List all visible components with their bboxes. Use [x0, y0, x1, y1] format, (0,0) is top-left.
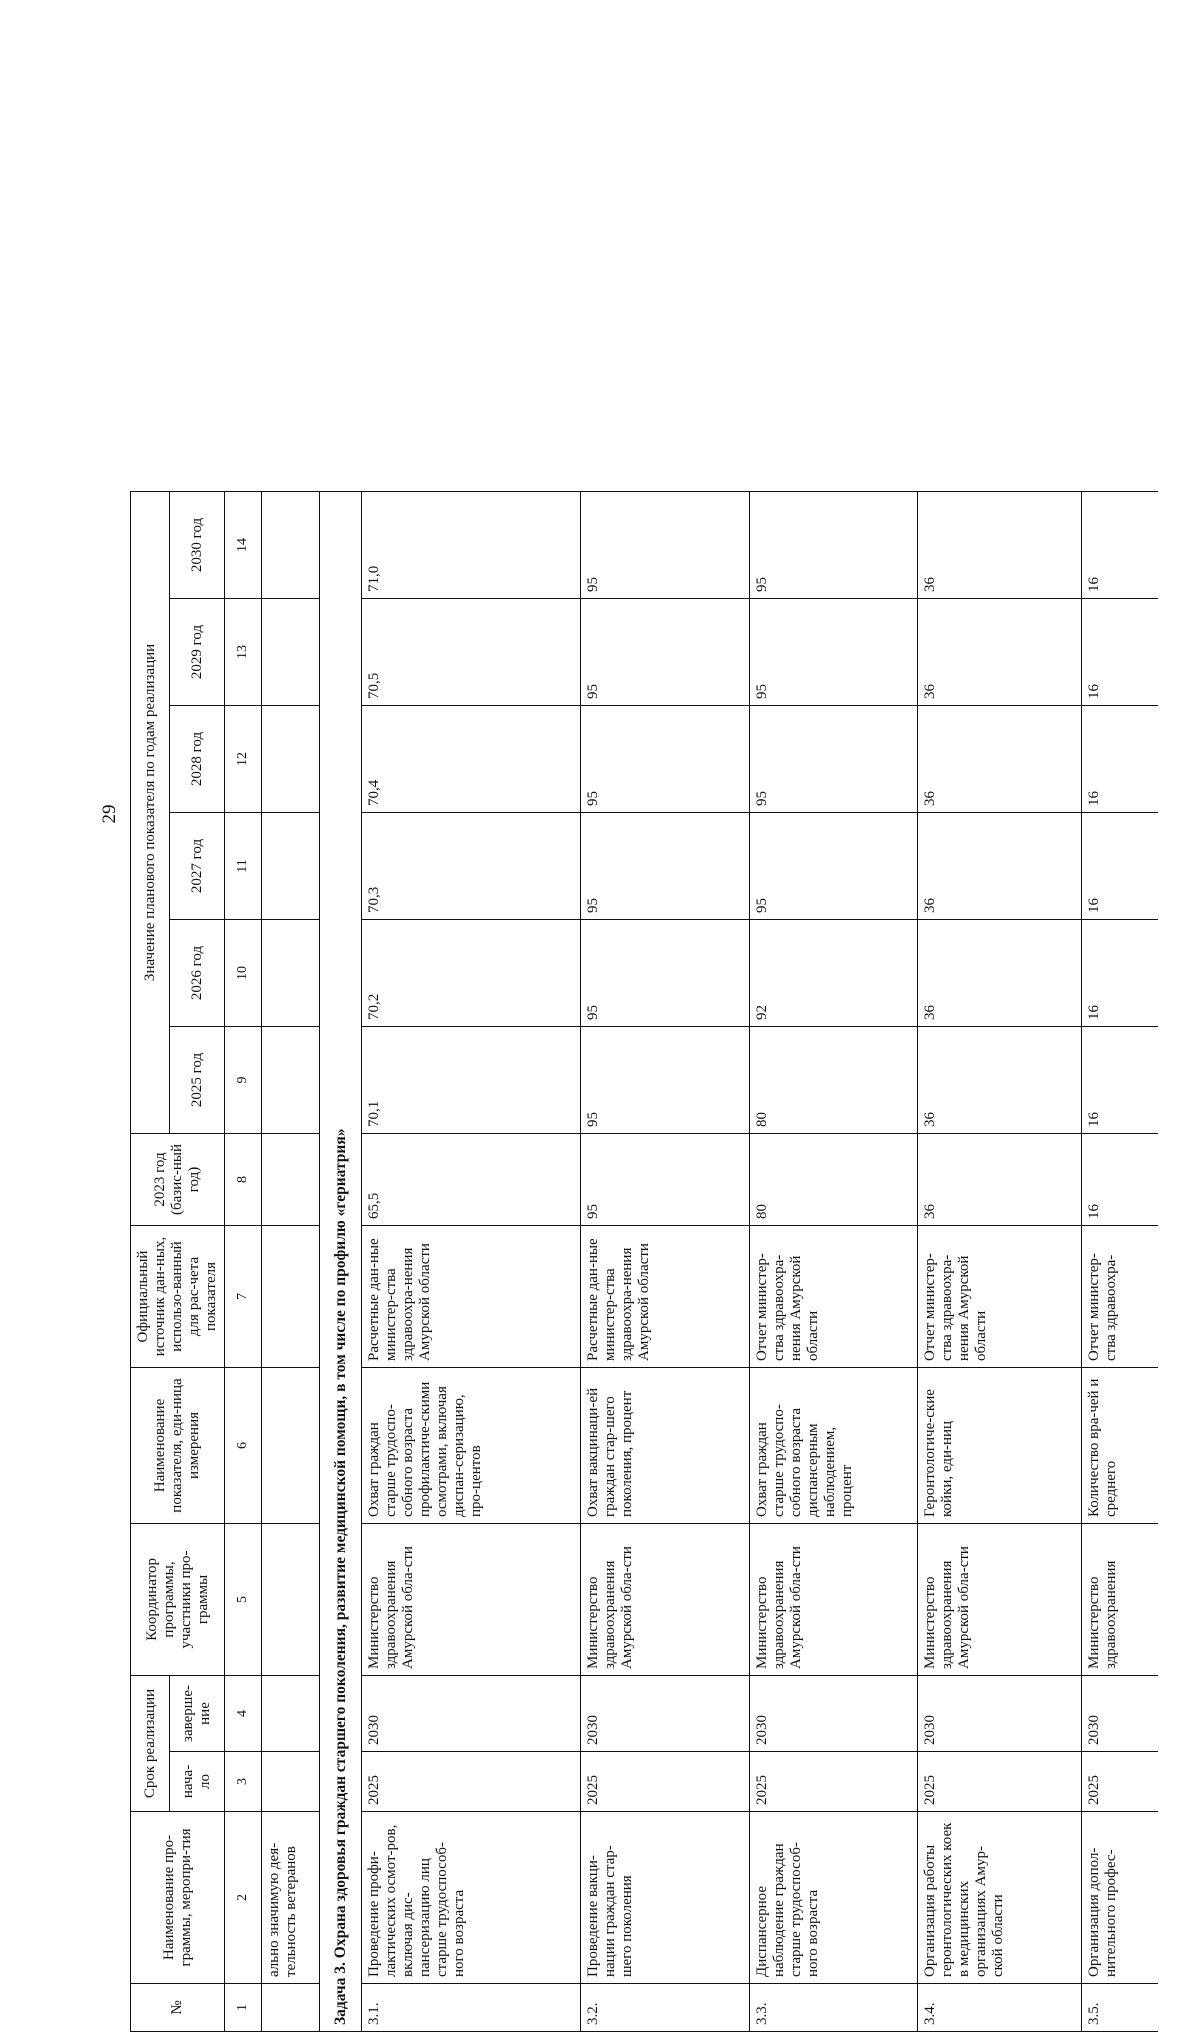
col-num-2: 2 — [225, 1812, 262, 1984]
row-value-2025: 70,1 — [362, 1026, 581, 1133]
table-row — [749, 491, 918, 2031]
row-no: 3.5. — [1081, 1984, 1158, 2032]
col-num-10: 10 — [225, 919, 262, 1026]
row-source: Отчет министер-ства здравоохра-нения Амурской области — [749, 1225, 918, 1367]
row-indicator: Охват граждан старше трудоспо-собного возраста профилактиче-скими осмотрами, включая диспан-серизацию, про-центов — [362, 1367, 581, 1523]
row-start: 2025 — [1081, 1752, 1158, 1812]
row-start: 2025 — [580, 1752, 749, 1812]
row-value-2029: 95 — [580, 598, 749, 705]
header-name: Наименование про-граммы, меропри-тия — [131, 1812, 225, 1984]
row-source: Расчетные дан-ные министер-ства здравоохра-нения Амурской области — [580, 1225, 749, 1367]
row-no: 3.2. — [580, 1984, 749, 2032]
task-row — [319, 491, 361, 2031]
row-end: 2030 — [1081, 1675, 1158, 1751]
col-num-4: 4 — [225, 1675, 262, 1751]
header-plan: Значение планового показателя по годам реализации — [131, 491, 170, 1133]
row-base: 95 — [580, 1133, 749, 1225]
col-num-7: 7 — [225, 1225, 262, 1367]
col-num-5: 5 — [225, 1523, 262, 1675]
row-end: 2030 — [749, 1675, 918, 1751]
row-indicator: Геронтологиче-ские койки, еди-ниц — [918, 1367, 1081, 1523]
page-number: 29 — [99, 804, 120, 824]
row-end: 2030 — [580, 1675, 749, 1751]
col-num-12: 12 — [225, 705, 262, 812]
carry-over-row — [261, 491, 319, 2031]
row-start: 2025 — [918, 1752, 1081, 1812]
header-year-2029: 2029 год — [170, 598, 225, 705]
row-coordinator: Министерство здравоохранения Амурской обла-сти — [749, 1523, 918, 1675]
header-indicator: Наименование показателя, еди-ница измерения — [131, 1367, 225, 1523]
row-value-2026: 16 — [1081, 919, 1158, 1026]
row-value-2028: 16 — [1081, 705, 1158, 812]
row-base: 65,5 — [362, 1133, 581, 1225]
table-row — [580, 491, 749, 2031]
carry-over-text: ально значимую дея-тельность ветеранов — [261, 1812, 319, 1984]
row-value-2026: 95 — [580, 919, 749, 1026]
row-indicator: Охват граждан старше трудоспо-собного возраста диспансерным наблюдением, процент — [749, 1367, 918, 1523]
row-value-2028: 95 — [580, 705, 749, 812]
row-no: 3.3. — [749, 1984, 918, 2032]
row-value-2029: 36 — [918, 598, 1081, 705]
row-base: 36 — [918, 1133, 1081, 1225]
row-indicator: Количество вра-чей и среднего — [1081, 1367, 1158, 1523]
row-value-2028: 95 — [749, 705, 918, 812]
header-year-2026: 2026 год — [170, 919, 225, 1026]
header-base-year: 2023 год (базис-ный год) — [131, 1133, 225, 1225]
col-num-3: 3 — [225, 1752, 262, 1812]
header-term: Срок реализации — [131, 1675, 170, 1811]
task-title: Задача 3. Охрана здоровья граждан старшего поколения, развитие медицинской помощи, в том числе по профилю «гериатрия» — [319, 491, 361, 2031]
row-value-2028: 70,4 — [362, 705, 581, 812]
header-year-2030: 2030 год — [170, 491, 225, 598]
row-value-2030: 36 — [918, 491, 1081, 598]
row-value-2025: 16 — [1081, 1026, 1158, 1133]
row-value-2029: 70,5 — [362, 598, 581, 705]
row-value-2030: 16 — [1081, 491, 1158, 598]
row-coordinator: Министерство здравоохранения Амурской обла-сти — [918, 1523, 1081, 1675]
row-no: 3.1. — [362, 1984, 581, 2032]
row-value-2030: 95 — [580, 491, 749, 598]
row-name: Организация работы геронтологических коек в медицинских организациях Амур-ской области — [918, 1812, 1081, 1984]
indicators-table — [130, 491, 1158, 2032]
row-indicator: Охват вакцинаци-ей граждан стар-шего поколения, процент — [580, 1367, 749, 1523]
row-value-2027: 16 — [1081, 812, 1158, 919]
row-name: Проведение профи-лактических осмот-ров, включая дис-пансеризацию лиц старше трудоспособ-ного возраста — [362, 1812, 581, 1984]
row-value-2026: 36 — [918, 919, 1081, 1026]
header-start: нача-ло — [170, 1752, 225, 1812]
header-year-2028: 2028 год — [170, 705, 225, 812]
row-value-2027: 95 — [749, 812, 918, 919]
row-source: Расчетные дан-ные министер-ства здравоохра-нения Амурской области — [362, 1225, 581, 1367]
row-coordinator: Министерство здравоохранения Амурской обла-сти — [580, 1523, 749, 1675]
row-base: 80 — [749, 1133, 918, 1225]
header-year-2025: 2025 год — [170, 1026, 225, 1133]
header-year-2027: 2027 год — [170, 812, 225, 919]
row-name: Организация допол-нительного профес- — [1081, 1812, 1158, 1984]
row-value-2027: 95 — [580, 812, 749, 919]
row-value-2030: 71,0 — [362, 491, 581, 598]
header-source: Официальный источник дан-ных, использо-ванный для рас-чета показателя — [131, 1225, 225, 1367]
table-row — [918, 491, 1081, 2031]
table-row — [362, 491, 581, 2031]
col-num-1: 1 — [225, 1984, 262, 2032]
row-value-2029: 16 — [1081, 598, 1158, 705]
row-end: 2030 — [362, 1675, 581, 1751]
row-value-2030: 95 — [749, 491, 918, 598]
row-value-2025: 80 — [749, 1026, 918, 1133]
row-end: 2030 — [918, 1675, 1081, 1751]
row-value-2026: 70,2 — [362, 919, 581, 1026]
row-value-2028: 36 — [918, 705, 1081, 812]
row-source: Отчет министер-ства здравоохра- — [1081, 1225, 1158, 1367]
row-value-2026: 92 — [749, 919, 918, 1026]
header-end: заверше-ние — [170, 1675, 225, 1751]
rotated-table-sheet — [130, 492, 1150, 2032]
row-value-2025: 95 — [580, 1026, 749, 1133]
row-no: 3.4. — [918, 1984, 1081, 2032]
header-coordinator: Координатор программы, участники про-граммы — [131, 1523, 225, 1675]
row-name: Проведение вакци-нации граждан стар-шего поколения — [580, 1812, 749, 1984]
col-num-8: 8 — [225, 1133, 262, 1225]
col-num-14: 14 — [225, 491, 262, 598]
col-num-6: 6 — [225, 1367, 262, 1523]
row-start: 2025 — [362, 1752, 581, 1812]
col-num-11: 11 — [225, 812, 262, 919]
table-row — [1081, 491, 1158, 2031]
row-source: Отчет министер-ства здравоохра-нения Амурской области — [918, 1225, 1081, 1367]
row-coordinator: Министерство здравоохранения — [1081, 1523, 1158, 1675]
row-name: Диспансерное наблюдение граждан старше трудоспособ-ного возраста — [749, 1812, 918, 1984]
row-value-2025: 36 — [918, 1026, 1081, 1133]
row-start: 2025 — [749, 1752, 918, 1812]
row-base: 16 — [1081, 1133, 1158, 1225]
col-num-9: 9 — [225, 1026, 262, 1133]
row-value-2027: 70,3 — [362, 812, 581, 919]
col-num-13: 13 — [225, 598, 262, 705]
row-coordinator: Министерство здравоохранения Амурской обла-сти — [362, 1523, 581, 1675]
row-value-2029: 95 — [749, 598, 918, 705]
column-numbers-row — [225, 491, 262, 2031]
header-no: № — [131, 1984, 225, 2032]
row-value-2027: 36 — [918, 812, 1081, 919]
